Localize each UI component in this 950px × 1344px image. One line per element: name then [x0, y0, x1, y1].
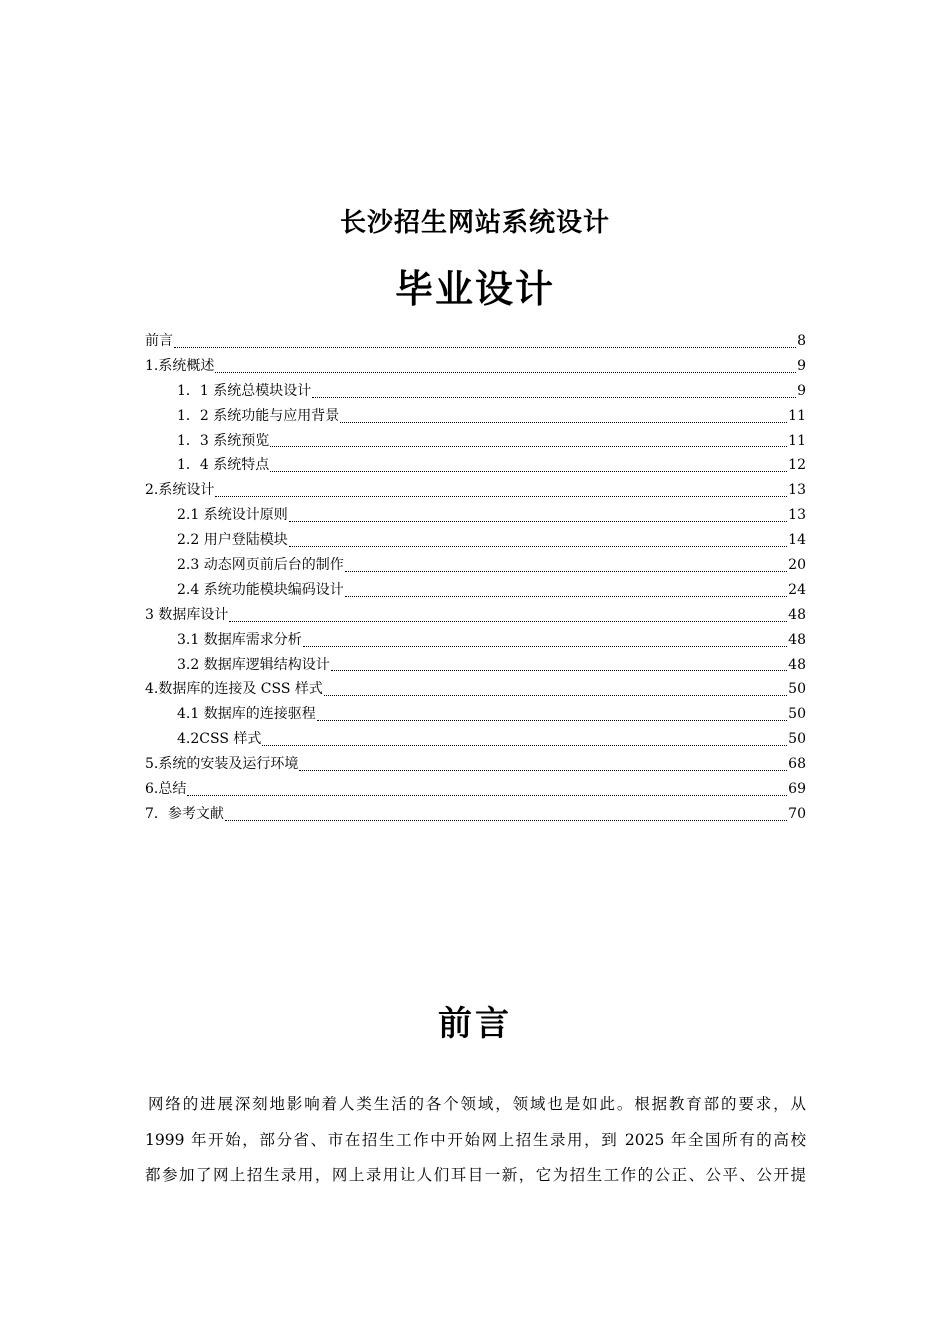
toc-entry-page-number: 50	[788, 731, 806, 748]
toc-entry-page-number: 69	[788, 781, 806, 798]
toc-entry-page-number: 8	[797, 333, 806, 349]
toc-entry-label: 6.总结	[145, 781, 187, 798]
toc-entry-page-number: 14	[788, 532, 806, 549]
toc-leader-dots	[289, 520, 787, 522]
toc-entry-label: 1．2 系统功能与应用背景	[177, 407, 340, 424]
toc-leader-dots	[289, 545, 787, 547]
toc-entry-page-number: 13	[788, 507, 806, 524]
toc-entry-label: 1．4 系统特点	[177, 457, 270, 474]
toc-entry-page-number: 9	[797, 382, 806, 399]
toc-entry[interactable]	[145, 380, 806, 405]
table-of-contents	[145, 330, 806, 828]
preface-line: 网络的进展深刻地影响着人类生活的各个领域，领域也是如此。根据教育部的要求，从	[148, 1095, 806, 1113]
toc-entry-label: 7．参考文献	[145, 805, 224, 822]
toc-leader-dots	[345, 595, 787, 597]
toc-entry[interactable]	[145, 803, 806, 828]
toc-leader-dots	[225, 819, 787, 821]
toc-leader-dots	[215, 371, 796, 373]
toc-leader-dots	[324, 694, 787, 696]
toc-entry[interactable]	[145, 405, 806, 430]
toc-leader-dots	[317, 719, 787, 721]
toc-entry-label: 前言	[145, 333, 173, 349]
toc-entry-page-number: 11	[788, 432, 806, 449]
toc-leader-dots	[270, 445, 787, 447]
toc-entry[interactable]	[145, 504, 806, 529]
toc-entry-label: 4.2CSS 样式	[177, 731, 262, 748]
toc-leader-dots	[345, 570, 787, 572]
toc-leader-dots	[331, 669, 787, 671]
toc-entry-page-number: 11	[788, 407, 806, 424]
toc-entry-label: 3.2 数据库逻辑结构设计	[177, 656, 330, 673]
toc-entry-page-number: 12	[788, 457, 806, 474]
toc-leader-dots	[187, 794, 787, 796]
toc-entry-label: 3.1 数据库需求分析	[177, 631, 302, 648]
toc-entry-page-number: 70	[788, 805, 806, 822]
toc-entry-label: 2.1 系统设计原则	[177, 507, 288, 524]
preface-body	[145, 1087, 806, 1194]
preface-line: 1999 年开始，部分省、市在招生工作中开始网上招生录用，到 2025 年全国所有的高校	[145, 1130, 806, 1149]
toc-entry-page-number: 50	[788, 681, 806, 698]
toc-leader-dots	[299, 769, 787, 771]
preface-heading: 前言	[438, 1004, 512, 1044]
toc-entry[interactable]	[145, 654, 806, 679]
toc-entry-page-number: 48	[788, 606, 806, 623]
toc-entry[interactable]	[145, 579, 806, 604]
toc-entry[interactable]	[145, 355, 806, 380]
toc-entry-label: 1.系统概述	[145, 357, 215, 374]
toc-entry-page-number: 9	[797, 357, 806, 374]
toc-entry[interactable]	[145, 753, 806, 778]
toc-entry-label: 4.1 数据库的连接驱程	[177, 706, 316, 723]
toc-entry[interactable]	[145, 629, 806, 654]
toc-entry[interactable]	[145, 703, 806, 728]
toc-leader-dots	[215, 495, 787, 497]
toc-entry[interactable]	[145, 430, 806, 455]
toc-entry-label: 2.系统设计	[145, 482, 215, 499]
toc-leader-dots	[262, 744, 787, 746]
toc-entry-label: 5.系统的安装及运行环境	[145, 756, 299, 773]
toc-entry-label: 4.数据库的连接及 CSS 样式	[145, 681, 323, 698]
toc-leader-dots	[312, 396, 796, 398]
toc-entry-label: 1．3 系统预览	[177, 432, 270, 449]
toc-entry-page-number: 68	[788, 756, 806, 773]
toc-entry-page-number: 48	[788, 631, 806, 648]
toc-leader-dots	[270, 470, 787, 472]
toc-entry[interactable]	[145, 454, 806, 479]
preface-line: 都参加了网上招生录用，网上录用让人们耳目一新，它为招生工作的公正、公平、公开提	[145, 1166, 806, 1184]
toc-entry[interactable]	[145, 604, 806, 629]
toc-leader-dots	[340, 421, 787, 423]
document-subtitle: 长沙招生网站系统设计	[339, 208, 610, 238]
toc-entry-page-number: 50	[788, 706, 806, 723]
toc-entry-page-number: 20	[788, 557, 806, 574]
toc-entry[interactable]	[145, 678, 806, 703]
document-title: 毕业设计	[394, 267, 555, 311]
toc-entry[interactable]	[145, 479, 806, 504]
toc-entry[interactable]	[145, 529, 806, 554]
toc-entry-page-number: 48	[788, 656, 806, 673]
toc-entry[interactable]	[145, 330, 806, 355]
toc-leader-dots	[174, 346, 796, 348]
toc-entry[interactable]	[145, 728, 806, 753]
toc-leader-dots	[229, 620, 787, 622]
toc-entry-page-number: 13	[788, 482, 806, 499]
toc-entry-label: 3 数据库设计	[145, 606, 229, 623]
toc-entry-label: 2.3 动态网页前后台的制作	[177, 557, 344, 574]
toc-entry-label: 2.4 系统功能模块编码设计	[177, 581, 344, 598]
toc-entry[interactable]	[145, 778, 806, 803]
toc-entry-label: 2.2 用户登陆模块	[177, 532, 288, 549]
toc-entry-page-number: 24	[788, 581, 806, 598]
toc-leader-dots	[303, 645, 787, 647]
toc-entry[interactable]	[145, 554, 806, 579]
toc-entry-label: 1．1 系统总模块设计	[177, 382, 312, 399]
